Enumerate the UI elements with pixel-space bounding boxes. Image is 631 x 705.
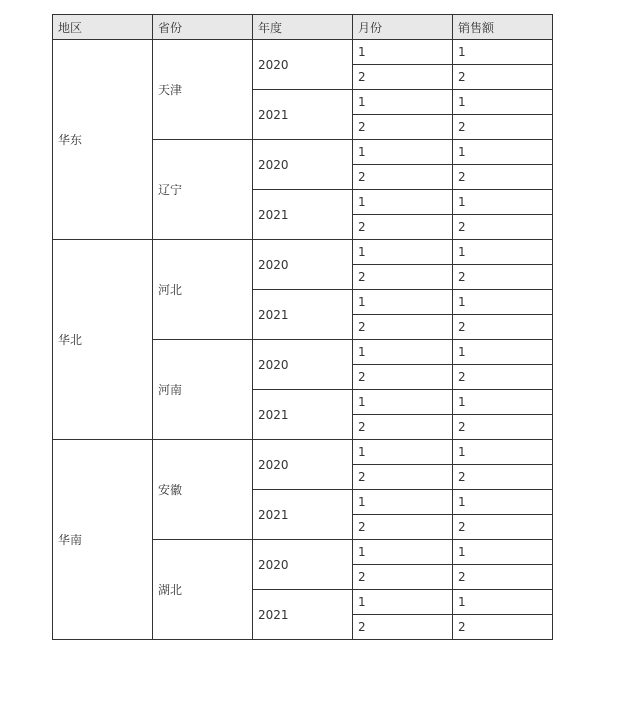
year-cell: 2020: [253, 240, 353, 290]
header-region: 地区: [53, 15, 153, 40]
month-cell: 1: [353, 340, 453, 365]
month-cell: 2: [353, 315, 453, 340]
sales-cell: 1: [453, 190, 553, 215]
province-cell: 安徽: [153, 440, 253, 540]
month-cell: 2: [353, 565, 453, 590]
year-cell: 2021: [253, 590, 353, 640]
year-cell: 2020: [253, 40, 353, 90]
year-cell: 2020: [253, 340, 353, 390]
sales-cell: 1: [453, 540, 553, 565]
province-cell: 河北: [153, 240, 253, 340]
region-cell: 华南: [53, 440, 153, 640]
month-cell: 2: [353, 465, 453, 490]
header-province: 省份: [153, 15, 253, 40]
month-cell: 2: [353, 615, 453, 640]
year-cell: 2021: [253, 90, 353, 140]
month-cell: 1: [353, 390, 453, 415]
sales-cell: 2: [453, 515, 553, 540]
sales-cell: 1: [453, 40, 553, 65]
year-cell: 2020: [253, 140, 353, 190]
sales-table: [52, 14, 553, 640]
month-cell: 2: [353, 65, 453, 90]
year-cell: 2020: [253, 440, 353, 490]
sales-cell: 1: [453, 390, 553, 415]
month-cell: 2: [353, 165, 453, 190]
month-cell: 1: [353, 90, 453, 115]
province-cell: 天津: [153, 40, 253, 140]
table-row: [53, 240, 553, 265]
sales-cell: 2: [453, 565, 553, 590]
table-row: [53, 40, 553, 65]
month-cell: 2: [353, 415, 453, 440]
table-header: [53, 15, 553, 40]
year-cell: 2021: [253, 490, 353, 540]
header-row: [53, 15, 553, 40]
sales-cell: 2: [453, 265, 553, 290]
sales-cell: 1: [453, 490, 553, 515]
month-cell: 1: [353, 190, 453, 215]
header-year: 年度: [253, 15, 353, 40]
sales-cell: 1: [453, 440, 553, 465]
month-cell: 2: [353, 265, 453, 290]
sales-cell: 2: [453, 365, 553, 390]
month-cell: 2: [353, 365, 453, 390]
sales-cell: 2: [453, 465, 553, 490]
month-cell: 1: [353, 490, 453, 515]
sales-cell: 2: [453, 165, 553, 190]
table-body: [53, 40, 553, 640]
region-cell: 华东: [53, 40, 153, 240]
sales-cell: 2: [453, 115, 553, 140]
year-cell: 2021: [253, 290, 353, 340]
sales-cell: 2: [453, 315, 553, 340]
month-cell: 2: [353, 515, 453, 540]
province-cell: 湖北: [153, 540, 253, 640]
month-cell: 2: [353, 115, 453, 140]
month-cell: 1: [353, 590, 453, 615]
sales-cell: 1: [453, 140, 553, 165]
sales-cell: 1: [453, 290, 553, 315]
month-cell: 1: [353, 240, 453, 265]
sales-cell: 1: [453, 240, 553, 265]
province-cell: 辽宁: [153, 140, 253, 240]
month-cell: 1: [353, 540, 453, 565]
sales-cell: 2: [453, 65, 553, 90]
sales-cell: 2: [453, 415, 553, 440]
sales-cell: 1: [453, 590, 553, 615]
region-cell: 华北: [53, 240, 153, 440]
table-row: [53, 440, 553, 465]
sales-cell: 1: [453, 340, 553, 365]
month-cell: 1: [353, 140, 453, 165]
year-cell: 2021: [253, 390, 353, 440]
month-cell: 2: [353, 215, 453, 240]
sales-cell: 2: [453, 215, 553, 240]
header-month: 月份: [353, 15, 453, 40]
province-cell: 河南: [153, 340, 253, 440]
sales-cell: 1: [453, 90, 553, 115]
month-cell: 1: [353, 440, 453, 465]
sales-cell: 2: [453, 615, 553, 640]
year-cell: 2021: [253, 190, 353, 240]
month-cell: 1: [353, 290, 453, 315]
month-cell: 1: [353, 40, 453, 65]
header-sales: 销售额: [453, 15, 553, 40]
year-cell: 2020: [253, 540, 353, 590]
